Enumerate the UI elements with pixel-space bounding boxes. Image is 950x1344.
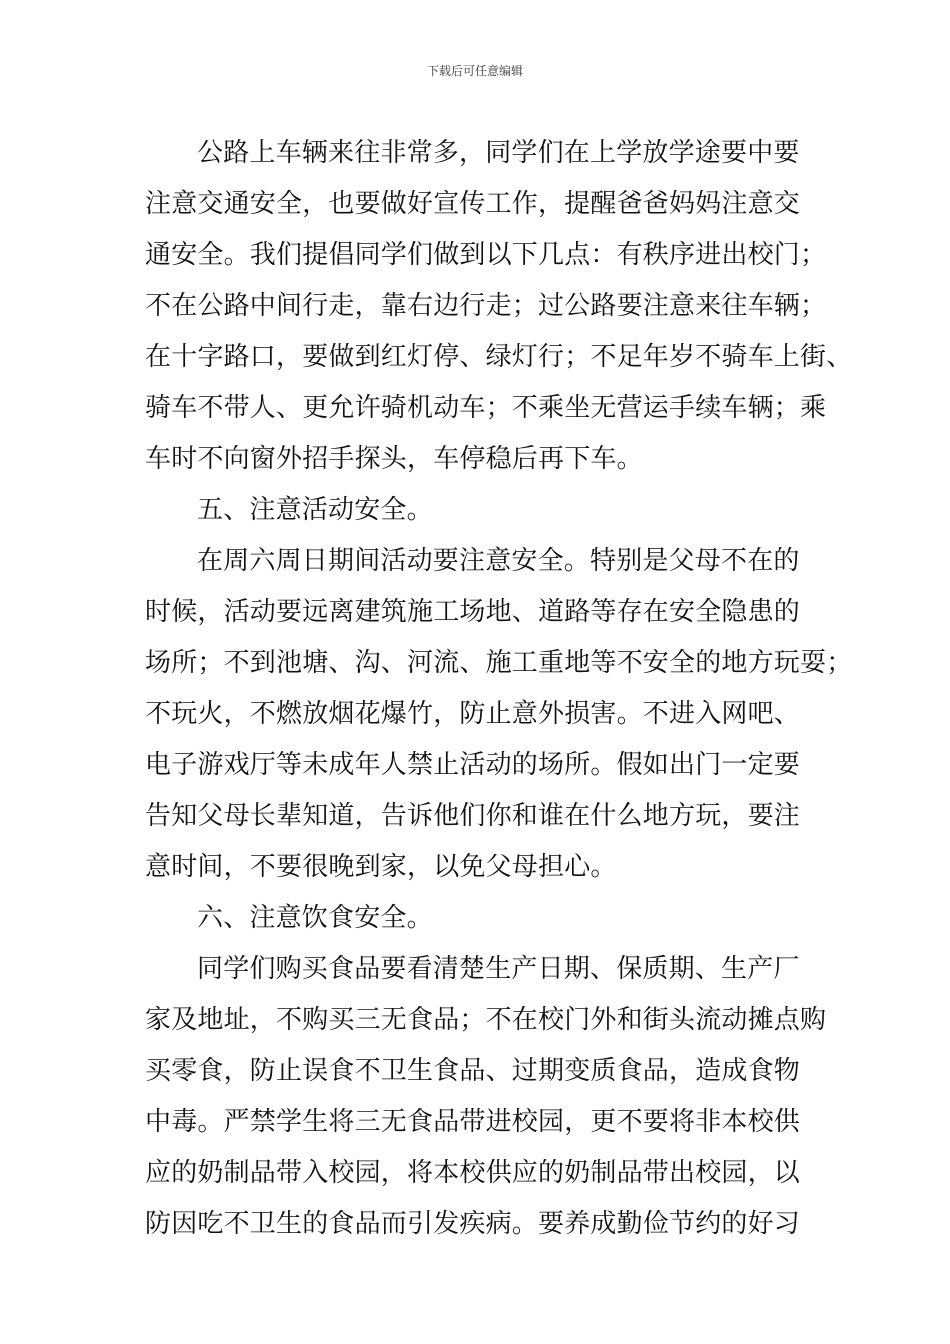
text-line: 在十字路口，要做到红灯停、绿灯行；不足年岁不骑车上街、 [145,342,853,372]
text-line: 通安全。我们提倡同学们做到以下几点：有秩序进出校门； [145,240,827,270]
text-line: 时候，活动要远离建筑施工场地、道路等存在安全隐患的 [145,597,801,627]
section-heading: 六、注意饮食安全。 [197,903,433,933]
text-line: 不在公路中间行走，靠右边行走；过公路要注意来往车辆； [145,291,827,321]
text-line: 骑车不带人、更允许骑机动车；不乘坐无营运手续车辆；乘 [145,393,827,423]
text-line: 中毒。严禁学生将三无食品带进校园，更不要将非本校供 [145,1107,801,1137]
document-body [145,128,853,1250]
text-line: 买零食，防止误食不卫生食品、过期变质食品，造成食物 [145,1056,801,1086]
page-header: 下载后可任意编辑 [426,64,523,78]
text-line: 家及地址，不购买三无食品；不在校门外和街头流动摊点购 [145,1005,827,1035]
section-heading: 五、注意活动安全。 [197,495,433,525]
text-line: 应的奶制品带入校园，将本校供应的奶制品带出校园，以 [145,1158,801,1188]
text-line: 场所；不到池塘、沟、河流、施工重地等不安全的地方玩耍； [145,648,853,678]
text-line: 在周六周日期间活动要注意安全。特别是父母不在的 [197,546,800,576]
text-line: 告知父母长辈知道，告诉他们你和谁在什么地方玩，要注 [145,801,801,831]
text-line: 车时不向窗外招手探头，车停稳后再下车。 [145,444,643,474]
text-line: 不玩火，不燃放烟花爆竹，防止意外损害。不进入网吧、 [145,699,801,729]
text-line: 注意交通安全，也要做好宣传工作，提醒爸爸妈妈注意交 [145,189,801,219]
text-line: 电子游戏厅等未成年人禁止活动的场所。假如出门一定要 [145,750,801,780]
text-line: 公路上车辆来往非常多，同学们在上学放学途要中要 [197,138,800,168]
text-line: 同学们购买食品要看清楚生产日期、保质期、生产厂 [197,954,800,984]
text-line: 防因吃不卫生的食品而引发疾病。要养成勤俭节约的好习 [145,1209,801,1239]
text-line: 意时间，不要很晚到家，以免父母担心。 [145,852,617,882]
